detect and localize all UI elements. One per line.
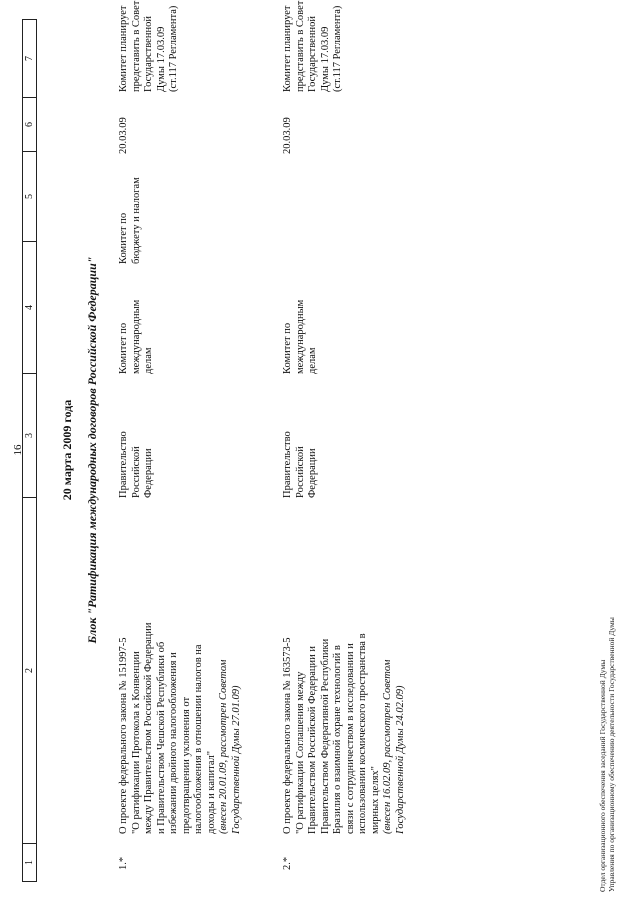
bill-description: О проекте федерального закона № 151997-5 "О ратификации Протокола к Конвенции между Правительством Российской Федерации и Правительством Чешской Республики об избежании двойного налогообложения и предотвращении уклонения от налогообложения в отношении налогов на доходы и капитал" (внесен 20.01.09, рассмотрен Советом Государственной Думы 27.01.09): [118, 534, 243, 834]
remark: Комитет планирует представить в Совет Государственной Думы 17.03.09 (ст.117 Регламента): [118, 0, 179, 92]
bill-note: Государственной Думы 27.01.09): [230, 685, 242, 834]
column-number: 1: [23, 844, 37, 882]
bill-note: (внесен 20.01.09, рассмотрен Советом: [218, 659, 229, 834]
footer: Отдел организационного обеспечения заседаний Государственной Думы Управления по организационному обеспечению деятельности Государственной Думы: [598, 617, 616, 892]
review-date: 20.03.09: [282, 117, 293, 154]
initiator: Правительство Российской Федерации: [282, 431, 318, 498]
page-number: 16: [12, 444, 24, 456]
date-heading: 20 марта 2009 года: [60, 399, 74, 501]
column-number: 4: [23, 242, 37, 374]
column-number: 5: [23, 152, 37, 242]
co-executor-committee: Комитет по бюджету и налогам: [118, 177, 142, 264]
column-number: 7: [23, 20, 37, 98]
block-heading: Блок "Ратификация международных договоров Российской Федерации": [85, 256, 99, 644]
row-number: 2.*: [282, 856, 293, 870]
column-number: 2: [23, 498, 37, 844]
bill-note: (внесен 16.02.09, рассмотрен Советом: [382, 659, 393, 834]
remark: Комитет планирует представить в Совет Государственной Думы 17.03.09 (ст.117 Регламента): [282, 0, 343, 92]
bill-note: Государственной Думы 24.02.09): [394, 685, 406, 834]
initiator: Правительство Российской Федерации: [118, 431, 154, 498]
column-number-header: [22, 19, 37, 882]
column-number: 3: [23, 374, 37, 498]
responsible-committee: Комитет по международным делам: [282, 299, 318, 374]
review-date: 20.03.09: [118, 117, 129, 154]
responsible-committee: Комитет по международным делам: [118, 299, 154, 374]
column-number: 6: [23, 98, 37, 152]
bill-description: О проекте федерального закона № 163573-5 "О ратификации Соглашения между Правительством Российской Федерации и Правительством Федеративной Республики Бразилия о взаимной охране технологий в связи с сотрудничеством в исследовании и использовании космического пространства в мирных целях" (внесен 16.02.09, рассмотрен Советом Государственной Думы 24.02.09): [282, 534, 407, 834]
row-number: 1.*: [118, 856, 129, 870]
